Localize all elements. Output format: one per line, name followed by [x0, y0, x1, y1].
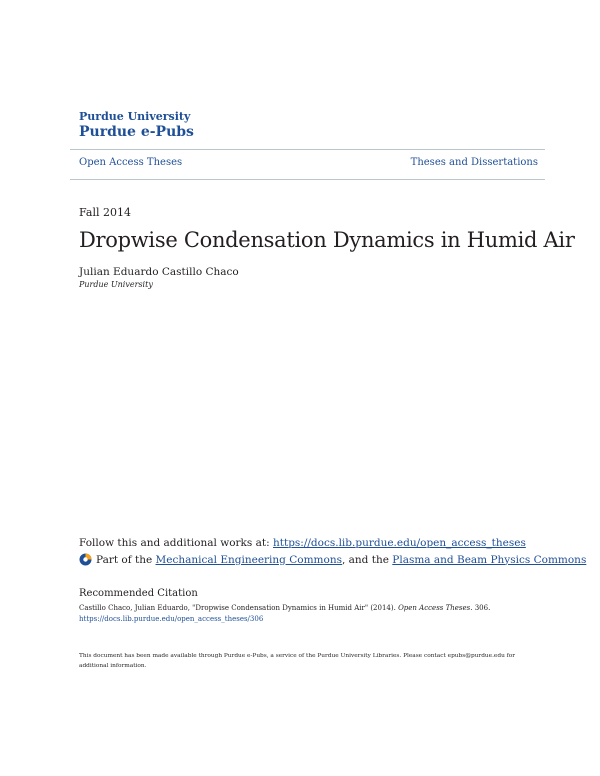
recommended-citation-heading: Recommended Citation	[79, 588, 198, 599]
publication-date: Fall 2014	[79, 206, 131, 219]
open-access-theses-link[interactable]: Open Access Theses	[79, 157, 183, 168]
header-block	[79, 110, 194, 141]
follow-prefix: Follow this and additional works at:	[79, 537, 273, 549]
availability-notice: This document has been made available through Purdue e-Pubs, a service of the Purdue University Libraries. Please contact epubs@purdue.edu for additional information.	[79, 653, 516, 669]
mechanical-engineering-commons-link[interactable]: Mechanical Engineering Commons	[155, 553, 342, 566]
part-of-prefix: Part of the	[96, 553, 156, 566]
part-of-text	[96, 554, 586, 566]
network-commons-icon	[79, 553, 92, 566]
citation-body: Castillo Chaco, Julian Eduardo, "Dropwise Condensation Dynamics in Humid Air" (2014).	[79, 604, 399, 612]
theses-dissertations-link[interactable]: Theses and Dissertations	[410, 157, 538, 168]
part-of-middle: , and the	[341, 553, 393, 566]
author-name: Julian Eduardo Castillo Chaco	[79, 266, 239, 278]
citation-journal: Open Access Theses	[398, 604, 471, 612]
citation-text	[79, 603, 529, 625]
follow-line	[79, 537, 526, 549]
plasma-beam-physics-commons-link[interactable]: Plasma and Beam Physics Commons	[392, 553, 587, 566]
repository-name[interactable]: Purdue e-Pubs	[79, 124, 194, 140]
citation-number: . 306.	[470, 604, 491, 612]
author-affiliation: Purdue University	[79, 280, 153, 289]
citation-url-link[interactable]: https://docs.lib.purdue.edu/open_access_theses/306	[79, 615, 264, 623]
document-title: Dropwise Condensation Dynamics in Humid Air	[79, 228, 575, 252]
institution-name[interactable]: Purdue University	[79, 110, 191, 123]
bottom-divider	[70, 179, 545, 180]
top-divider	[70, 149, 545, 150]
follow-url-link[interactable]: https://docs.lib.purdue.edu/open_access_theses	[273, 537, 526, 549]
part-of-line	[79, 553, 586, 566]
